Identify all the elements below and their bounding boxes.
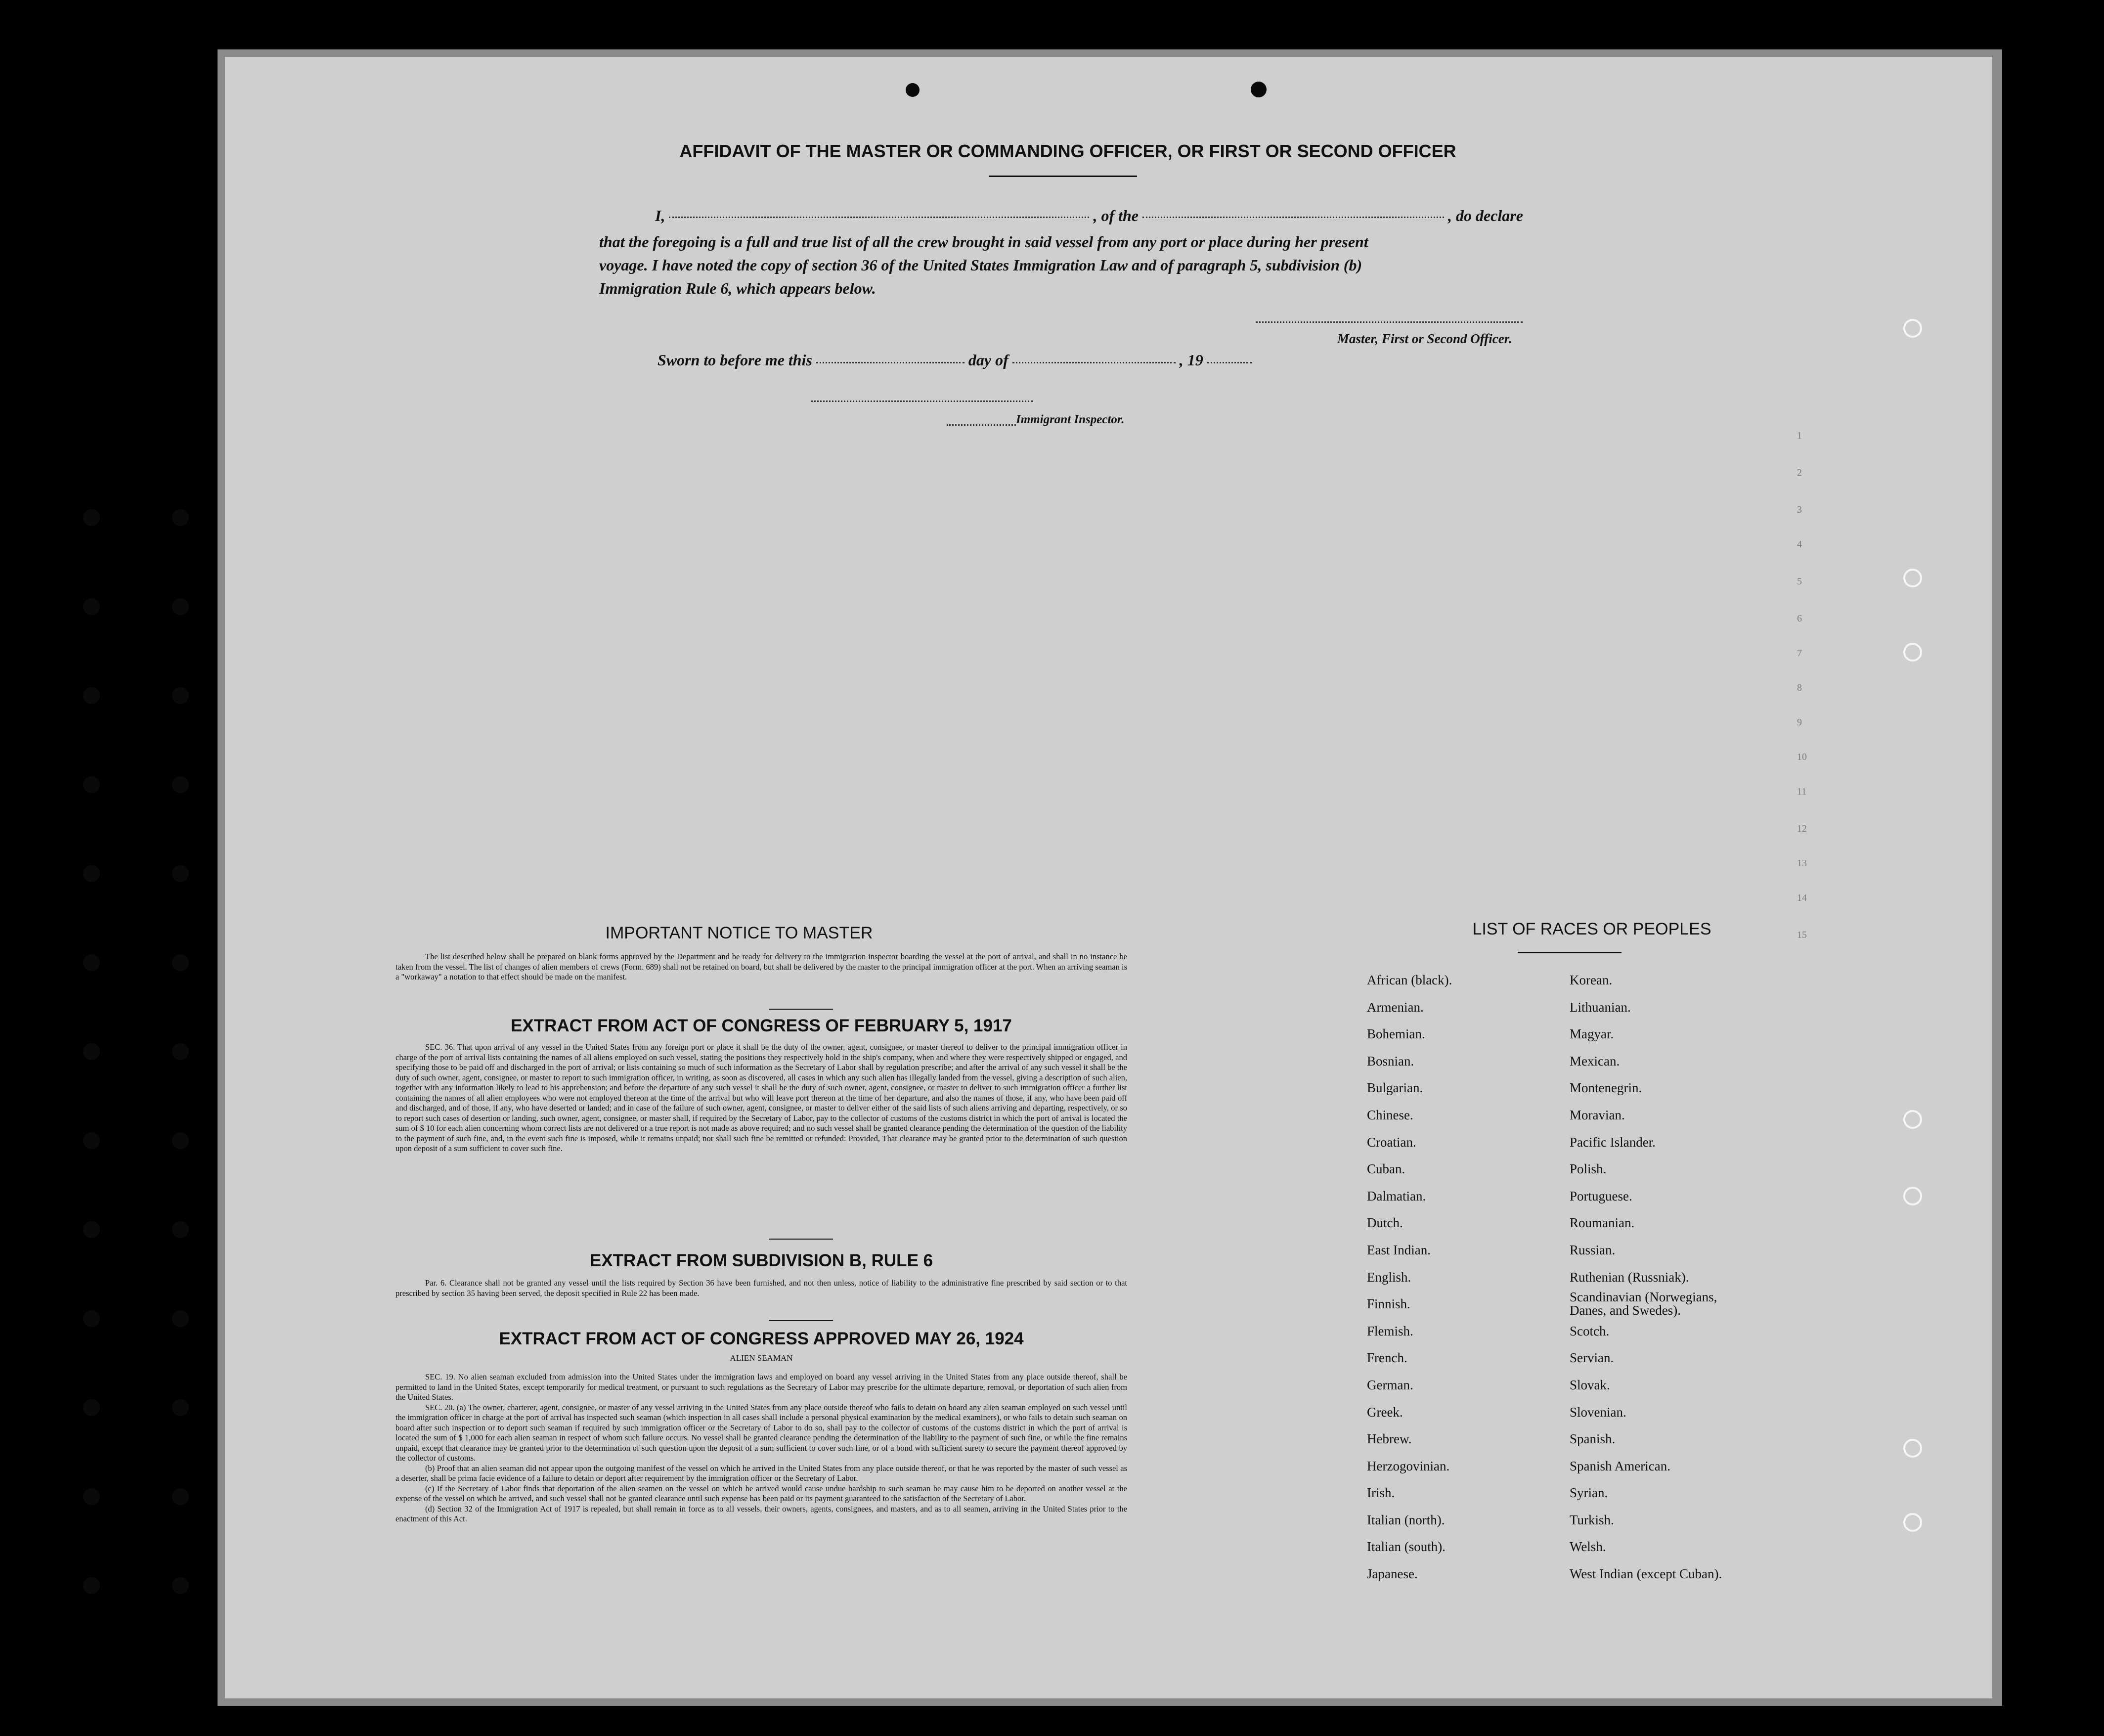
- punch-hole: [83, 1399, 100, 1416]
- punch-hole: [83, 598, 100, 615]
- inspector-dots: [947, 424, 1016, 426]
- day-of-label: day of: [968, 351, 1008, 369]
- affidavit-declare: , do declare: [1448, 207, 1523, 224]
- ring-hole: [1903, 1110, 1922, 1129]
- punch-hole: [906, 83, 920, 97]
- race-item: West Indian (except Cuban).: [1570, 1566, 1722, 1582]
- punch-hole: [172, 1132, 189, 1149]
- punch-hole: [172, 1577, 189, 1594]
- vessel-blank[interactable]: [1142, 217, 1444, 218]
- race-item: Bulgarian.: [1367, 1080, 1423, 1096]
- punch-hole: [83, 687, 100, 704]
- race-item: Slovak.: [1570, 1377, 1610, 1392]
- sworn-year-blank[interactable]: [1207, 362, 1252, 363]
- sworn-day-blank[interactable]: [816, 362, 964, 363]
- ring-hole: [1903, 1187, 1922, 1205]
- ring-hole: [1903, 1439, 1922, 1458]
- signature-label: Master, First or Second Officer.: [1337, 331, 1512, 346]
- sworn-line: [658, 351, 1252, 369]
- race-item: French.: [1367, 1350, 1407, 1366]
- affidavit-of-the: , of the: [1093, 207, 1139, 224]
- race-item: Armenian.: [1367, 999, 1424, 1015]
- affidavit-i: I,: [655, 207, 665, 224]
- punch-hole: [172, 598, 189, 615]
- race-item: Italian (north).: [1367, 1512, 1445, 1527]
- race-item: Italian (south).: [1367, 1539, 1446, 1555]
- rule6-title: EXTRACT FROM SUBDIVISION B, RULE 6: [589, 1251, 933, 1270]
- race-item: Scandinavian (Norwegians, Danes, and Swedes).: [1570, 1290, 1717, 1318]
- race-item: German.: [1367, 1377, 1413, 1392]
- inspector-label: Immigrant Inspector.: [1016, 413, 1125, 426]
- punch-hole: [172, 1488, 189, 1505]
- affidavit-line3: voyage. I have noted the copy of section 36 of the United States Immigration Law and of paragraph 5, subdivision (b): [599, 256, 1362, 274]
- rule6-text: Par. 6. Clearance shall not be granted any vessel until the lists required by Section 36 have been furnished, and not then unless, notice of liability to the administrative fine prescribed by said section or to that prescribed by section 35 having been served, the deposit specified in Rule 22 has been made.: [395, 1278, 1127, 1298]
- punch-hole: [83, 509, 100, 526]
- affidavit-title: AFFIDAVIT OF THE MASTER OR COMMANDING OFFICER, OR FIRST OR SECOND OFFICER: [679, 141, 1456, 161]
- name-blank[interactable]: [669, 217, 1089, 218]
- race-item: Japanese.: [1367, 1566, 1418, 1582]
- race-item: Montenegrin.: [1570, 1080, 1642, 1096]
- punch-hole: [172, 1310, 189, 1327]
- divider: [769, 1239, 833, 1240]
- ring-hole: [1903, 569, 1922, 587]
- punch-hole: [83, 776, 100, 793]
- punch-hole: [172, 1043, 189, 1060]
- divider: [769, 1320, 833, 1321]
- race-item: Herzogovinian.: [1367, 1458, 1450, 1473]
- punch-hole: [172, 954, 189, 971]
- title-underline: [989, 176, 1137, 177]
- punch-hole: [172, 776, 189, 793]
- race-item: Hebrew.: [1367, 1431, 1412, 1447]
- sworn-month-blank[interactable]: [1012, 362, 1176, 363]
- races-underline: [1518, 952, 1622, 953]
- race-item: Polish.: [1570, 1161, 1607, 1177]
- punch-hole: [172, 687, 189, 704]
- race-item: Welsh.: [1570, 1539, 1606, 1555]
- affidavit-line2: that the foregoing is a full and true list of all the crew brought in said vessel from any port or place during her present: [599, 233, 1368, 251]
- year-label: , 19: [1179, 351, 1203, 369]
- race-item: Magyar.: [1570, 1026, 1614, 1042]
- race-item: Mexican.: [1570, 1053, 1620, 1068]
- notice-text: The list described below shall be prepared on blank forms approved by the Department and be ready for delivery to the immigration inspector boarding the vessel at the port of arrival, and shall in no instance be taken from the vessel. The list of changes of alien members of crews (Form. 689) shall not be retained on board, but shall be delivered by the master to the principal immigration officer at the port. When an arriving seaman is a "workaway" a notation to that effect should be made on the manifest.: [395, 952, 1127, 981]
- race-item: Turkish.: [1570, 1512, 1614, 1527]
- race-item: Roumanian.: [1570, 1215, 1635, 1231]
- race-item: Dalmatian.: [1367, 1188, 1426, 1203]
- ring-hole: [1903, 319, 1922, 338]
- race-item: Cuban.: [1367, 1161, 1405, 1177]
- race-item: Spanish.: [1570, 1431, 1616, 1447]
- ring-hole: [1903, 643, 1922, 662]
- race-item: Portuguese.: [1570, 1188, 1632, 1203]
- punch-hole: [83, 1221, 100, 1238]
- affidavit-body: [599, 230, 1563, 300]
- race-item: Syrian.: [1570, 1485, 1608, 1501]
- race-item: East Indian.: [1367, 1242, 1431, 1257]
- race-item: Lithuanian.: [1570, 999, 1631, 1015]
- act1917-text: SEC. 36. That upon arrival of any vessel in the United States from any foreign port or place it shall be the duty of the owner, agent, consignee, or master thereof to deliver to the principal immigration officer in charge of the port of arrival lists containing the names of all aliens employed on such vessel, stating the positions they respectively hold in the ship's company, when and where they were respectively shipped or engaged, and specifying those to be paid off and discharged in the port of arrival; or lists containing so much of such information as the Secretary of Labor shall by regulation prescribe; and after the arrival of any such vessel it shall be the duty of such owner, agent, consignee, or master to report to such immigration officer, in writing, as soon as discovered, all cases in which any such alien has illegally landed from the vessel, giving a description of such alien, together with any information likely to lead to his apprehension; and before the departure of any such vessel it shall be the duty of such owner, agent, consignee, or master to deliver to such immigration officer a further list containing the names of all alien employees who were not employed thereon at the time of the arrival but who will leave port thereon at the time of her departure, and also the names of those, if any, who have been paid off and discharged, and of those, if any, who have deserted or landed; and in case of the failure of such owner, agent, consignee, or master to deliver either of the said lists of such aliens arriving and departing, respectively, or so to report such cases of desertion or landing, such owner, agent, consignee, or master shall, if required by the Secretary of Labor, pay to the collector of customs of the customs district in which the port of arrival is located the sum of $ 10 for each alien concerning whom correct lists are not delivered or a true report is not made as above required; and no such vessel shall be granted clearance pending the determination of the question of the liability to the payment of such fine, and, in the event such fine is imposed, while it remains unpaid; nor shall such fine be remitted or refunded: Provided, That clearance may be granted prior to the determination of such question upon deposit of a sum sufficient to cover such fine.: [395, 1042, 1127, 1153]
- act1924-para: (c) If the Secretary of Labor finds that deportation of the alien seamen on the vessel on which he arrived would cause undue hardship to such seaman he may cause him to be deported on another vessel at the expense of the vessel on which he arrived, and such vessel shall not be granted clearance until such expense has been paid or its payment guaranteed to the satisfaction of the Secretary of Labor.: [395, 1483, 1127, 1503]
- race-item: Slovenian.: [1570, 1404, 1626, 1420]
- act1924-title: EXTRACT FROM ACT OF CONGRESS APPROVED MAY 26, 1924: [499, 1329, 1024, 1348]
- punch-hole: [83, 1132, 100, 1149]
- race-item: Bohemian.: [1367, 1026, 1425, 1042]
- race-item: Korean.: [1570, 973, 1613, 987]
- act1924-subtitle: ALIEN SEAMAN: [730, 1353, 793, 1363]
- races-left-column: [1367, 967, 1452, 1588]
- act1924-para: SEC. 19. No alien seaman excluded from admission into the United States under the immigration laws and employed on board any vessel arriving in the United States from any place outside thereof, shall be permitted to land in the United States, except temporarily for medical treatment, or pursuant to such regulations as the Secretary of Labor may prescribe for the ultimate departure, removal, or deportation of such alien from the United States.: [395, 1372, 1127, 1402]
- punch-hole: [83, 1043, 100, 1060]
- race-item: Pacific Islander.: [1570, 1134, 1656, 1150]
- race-item: Servian.: [1570, 1350, 1614, 1366]
- race-item: Greek.: [1367, 1404, 1403, 1420]
- punch-hole: [83, 1488, 100, 1505]
- affidavit-line4: Immigration Rule 6, which appears below.: [599, 279, 876, 297]
- race-item: Scotch.: [1570, 1323, 1610, 1338]
- punch-hole: [172, 1221, 189, 1238]
- act1924-para: SEC. 20. (a) The owner, charterer, agent, consignee, or master of any vessel arriving in the United States from any place outside thereof who fails to detain on board any alien seaman employed on such vessel until the immigration officer in charge at the port of arrival has inspected such seaman (which inspection in all cases shall include a personal physical examination by the medical examiners), or who fails to detain such seaman on board after such inspection or to deport such seaman if required by such immigration officer or the Secretary of Labor to do so, shall pay to the collector of customs of the customs district in which the port of arrival is located the sum of $ 1,000 for each alien seaman in respect of whom such failure occurs. No vessel shall be granted clearance pending the determination of the liability to the payment of such fine, or while the fine remains unpaid, except that clearance may be granted prior to the determination of such question upon the deposit of a sum sufficient to cover such fine, or of a bond with sufficient surety to secure the payment thereof approved by the collector of customs.: [395, 1402, 1127, 1463]
- signature-blank[interactable]: [1256, 321, 1523, 323]
- race-item: Croatian.: [1367, 1134, 1416, 1150]
- sworn-label: Sworn to before me this: [658, 351, 812, 369]
- punch-hole: [172, 509, 189, 526]
- punch-hole: [83, 954, 100, 971]
- race-item: Finnish.: [1367, 1296, 1410, 1312]
- punch-hole: [83, 1310, 100, 1327]
- race-item: Dutch.: [1367, 1215, 1403, 1231]
- race-item: Bosnian.: [1367, 1053, 1414, 1068]
- race-item: Spanish American.: [1570, 1458, 1670, 1473]
- race-item: Flemish.: [1367, 1323, 1413, 1338]
- punch-hole: [172, 1399, 189, 1416]
- affidavit-line1: [655, 207, 1523, 225]
- races-right-column: [1570, 967, 1753, 1588]
- act1924-para: (b) Proof that an alien seaman did not appear upon the outgoing manifest of the vessel on which he arrived in the United States from any place outside thereof, or that he was reported by the master of such vessel as a deserter, shall be prima facie evidence of a failure to detain or deport after requirement by the immigration officer or the Secretary of Labor.: [395, 1463, 1127, 1483]
- race-item: African (black).: [1367, 973, 1452, 987]
- punch-hole: [83, 865, 100, 882]
- act1924-body: [395, 1372, 1127, 1524]
- races-title: LIST OF RACES OR PEOPLES: [1472, 920, 1711, 938]
- race-item: Irish.: [1367, 1485, 1395, 1501]
- act1924-para: (d) Section 32 of the Immigration Act of 1917 is repealed, but shall remain in force as to all vessels, their owners, agents, consignees, and masters, and as to all seamen, arriving in the United States prior to the enactment of this Act.: [395, 1504, 1127, 1523]
- ring-hole: [1903, 1513, 1922, 1532]
- race-item: Russian.: [1570, 1242, 1616, 1257]
- inspector-signature-blank[interactable]: [811, 401, 1033, 402]
- punch-hole: [172, 865, 189, 882]
- divider: [769, 1009, 833, 1010]
- race-item: Ruthenian (Russniak).: [1570, 1269, 1689, 1285]
- race-item: English.: [1367, 1269, 1411, 1285]
- race-item: Chinese.: [1367, 1107, 1413, 1122]
- punch-hole: [83, 1577, 100, 1594]
- punch-hole: [1251, 82, 1267, 97]
- race-item: Moravian.: [1570, 1107, 1625, 1122]
- notice-title: IMPORTANT NOTICE TO MASTER: [605, 924, 873, 942]
- act1917-title: EXTRACT FROM ACT OF CONGRESS OF FEBRUARY 5, 1917: [511, 1016, 1012, 1035]
